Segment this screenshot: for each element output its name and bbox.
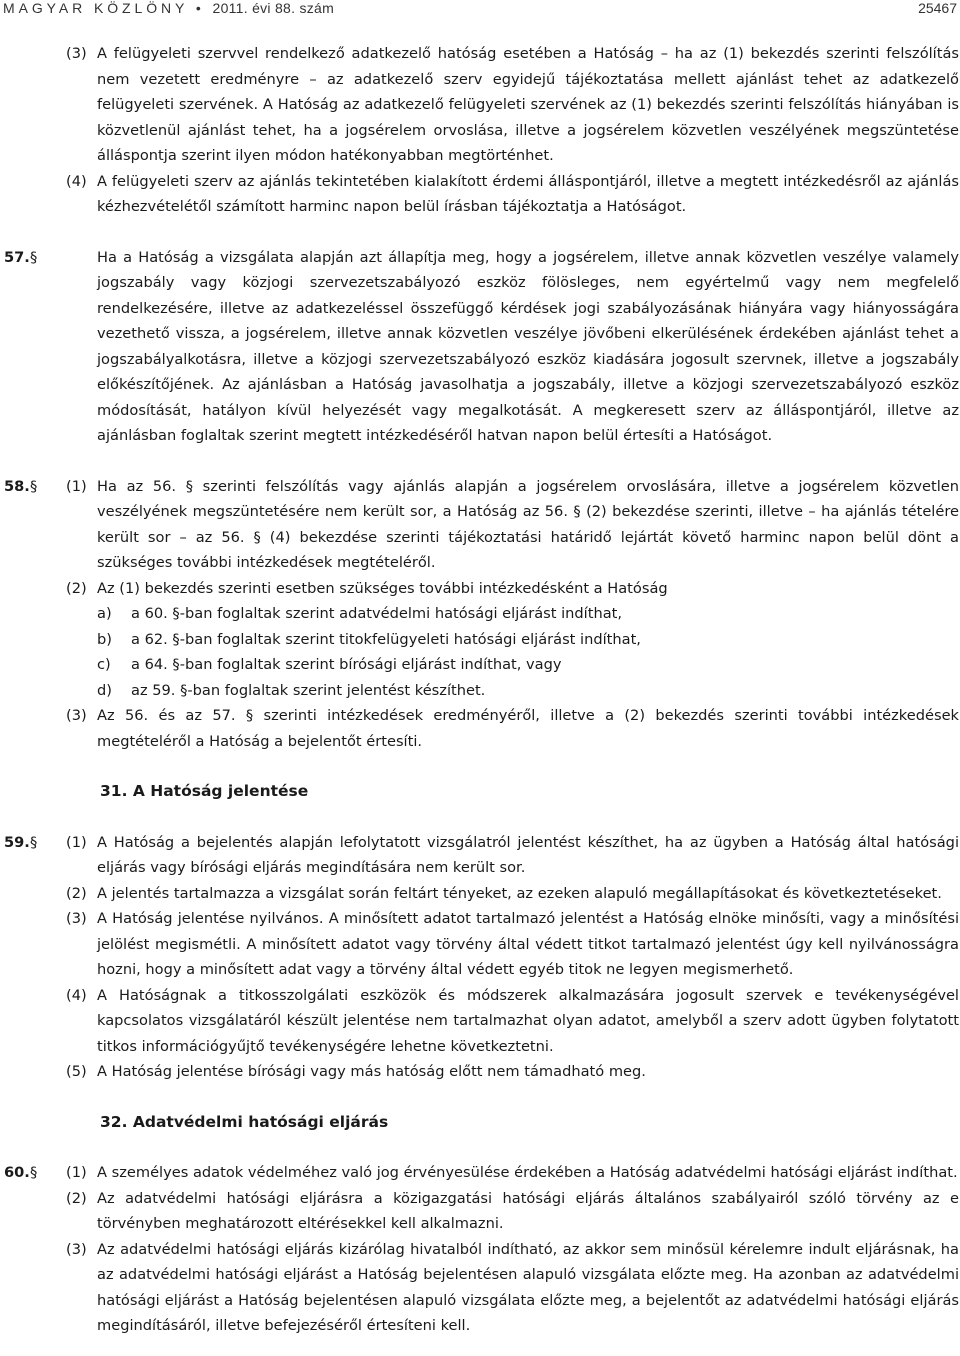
paragraph-number: (5) <box>66 1063 87 1080</box>
paragraph-text: Az (1) bekezdés szerinti esetben szükséges további intézkedésként a Hatóság <box>97 579 668 597</box>
section-58 <box>0 474 960 576</box>
paragraph-59-3 <box>0 906 960 983</box>
section-number: 58. <box>4 477 30 495</box>
paragraph-number: (1) <box>66 1164 87 1181</box>
paragraph-text: A felügyeleti szervvel rendelkező adatkezelő hatóság esetében a Hatóság – ha az (1) bekezdés szerinti felszólítás nem vezetett eredményre – az adatkezelő szerv egyidejű tájékoztatása mellett ajánlást tehet az adatkezelő felügyeleti szervének. A Hatóság az adatkezelő felügyeleti szervének az (1) bekezdés szerinti felszólítás hiányában is közvetlenül ajánlást tehet, ha a jogsérelem orvoslása, illetve a jogsérelem közvetlen veszélyének megszüntetése álláspontja szerint ilyen módon hatékonyabban megtörténhet. <box>97 45 959 164</box>
list-item <box>0 627 960 653</box>
list-item <box>0 601 960 627</box>
paragraph-text: Az adatvédelmi hatósági eljárásra a közigazgatási hatósági eljárás általános szabályairól szóló törvény az e törvényben meghatározott eltérésekkel kell alkalmazni. <box>97 1189 959 1232</box>
paragraph-text: A jelentés tartalmazza a vizsgálat során feltárt tényeket, az ezeken alapuló megállapításokat és következtetéseket. <box>97 884 942 902</box>
section-text: Ha a Hatóság a vizsgálata alapján azt állapítja meg, hogy a jogsérelem, illetve annak közvetlen veszélye valamely jogszabály vagy közjogi szervezetszabályozó eszköz fölösleges, nem egyértelmű vagy nem megfelelő rendelkezésére, illetve az adatkezeléssel összefüggő kérdések jogi szabályozásának hiányára vagy hiányosságára vezethető vissza, a jogsérelem, illetve annak közvetlen veszélye jövőbeni elkerülésének érdekében ajánlást tehet a jogszabályalkotásra, illetve a közjogi szervezetszabályozó eszköz kiadására jogosult szervnek, illetve a jogszabály előkészítőjének. Az ajánlásban a Hatóság javasolhatja a jogszabály, illetve a közjogi szervezetszabályozó eszköz módosítását, hatályon kívül helyezését vagy megalkotását. A megkeresett szerv az álláspontjáról, illetve az ajánlásban foglaltak szerint megtett intézkedéséről hatvan napon belül értesíti a Hatóságot. <box>97 248 959 444</box>
list-item-text: a 62. §-ban foglaltak szerint titokfelügyeleti hatósági eljárást indíthat, <box>131 630 641 648</box>
section-sign: § <box>30 248 38 266</box>
section-sign: § <box>30 833 38 851</box>
section-sign: § <box>30 477 38 495</box>
list-item-letter: d) <box>97 681 112 699</box>
paragraph-number: (3) <box>66 707 87 724</box>
spacer <box>0 220 960 245</box>
paragraph-number: (3) <box>66 1240 87 1258</box>
paragraph-number: (2) <box>66 884 87 902</box>
spacer <box>0 449 960 474</box>
publication-name: MAGYAR KÖZLÖNY <box>3 0 189 16</box>
list-item-letter: a) <box>97 605 112 622</box>
chapter-heading-32: 32. Adatvédelmi hatósági eljárás <box>100 1112 389 1131</box>
publication-title: MAGYAR KÖZLÖNY • 2011. évi 88. szám <box>3 0 335 16</box>
paragraph-text: A Hatóság jelentése nyilvános. A minősített adatot tartalmazó jelentést a Hatóság elnöke minősíti, vagy a minősítési jelölést megismétli. A minősített adatot vagy törvény által védett titkot tartalmazó jelentést úgy kell nyilvánosságra hozni, hogy a minősített adat vagy a törvény által védett egyéb titok ne legyen megismerhető. <box>97 910 959 978</box>
section-number: 59. <box>4 833 30 851</box>
paragraph-number: (1) <box>66 477 87 495</box>
list-item-letter: b) <box>97 630 112 648</box>
spacer <box>0 1085 960 1110</box>
paragraph-58-3 <box>0 703 960 754</box>
section-57 <box>0 245 960 449</box>
issue-label: 2011. évi 88. szám <box>212 0 335 16</box>
paragraph-56-3 <box>0 41 960 169</box>
page-number: 25467 <box>918 0 957 16</box>
paragraph-60-2 <box>0 1186 960 1237</box>
paragraph-60-3 <box>0 1237 960 1339</box>
spacer <box>0 1135 960 1160</box>
paragraph-59-2 <box>0 881 960 907</box>
paragraph-59-4 <box>0 983 960 1060</box>
paragraph-text: A Hatóság a bejelentés alapján lefolytatott vizsgálatról jelentést készíthet, ha az ügyben a Hatóság által hatósági eljárás vagy bírósági eljárás megindítására nem került sor. <box>97 833 959 876</box>
paragraph-text: Ha az 56. § szerinti felszólítás vagy ajánlás alapján a jogsérelem orvoslására, illetve a jogsérelem közvetlen veszélyének megszüntetésére nem került sor, a Hatóság az 56. § (2) bekezdése szerinti, illetve – ha ajánlás tételére került sor – az 56. § (4) bekezdése szerinti tájékoztatási határidő lejártát követő harminc napon belül dönt a szükséges további intézkedések megtételéről. <box>97 477 959 571</box>
paragraph-text: A Hatóság jelentése bírósági vagy más hatóság előtt nem támadható meg. <box>97 1063 646 1080</box>
paragraph-59-5 <box>0 1059 960 1085</box>
document-body <box>0 41 960 1339</box>
paragraph-text: A személyes adatok védelméhez való jog érvényesülése érdekében a Hatóság adatvédelmi hatósági eljárást indíthat. <box>97 1164 958 1181</box>
section-sign: § <box>30 1164 38 1181</box>
list-item <box>0 652 960 678</box>
paragraph-text: A felügyeleti szerv az ajánlás tekintetében kialakított érdemi álláspontjáról, illetve a megtett intézkedésről az ajánlás kézhezvételétől számított harminc napon belül írásban tájékoztatja a Hatóságot. <box>97 172 959 215</box>
paragraph-56-4 <box>0 169 960 220</box>
page-header <box>0 0 960 30</box>
paragraph-number: (4) <box>66 172 87 190</box>
paragraph-number: (1) <box>66 833 87 851</box>
chapter-heading-31: 31. A Hatóság jelentése <box>100 782 309 800</box>
section-number: 60. <box>4 1164 30 1181</box>
list-item-letter: c) <box>97 656 111 673</box>
paragraph-number: (4) <box>66 986 87 1004</box>
paragraph-number: (3) <box>66 45 87 62</box>
list-item-text: a 60. §-ban foglaltak szerint adatvédelmi hatósági eljárást indíthat, <box>131 605 623 622</box>
section-59 <box>0 830 960 881</box>
section-number: 57. <box>4 248 30 266</box>
paragraph-number: (3) <box>66 910 87 927</box>
paragraph-58-2 <box>0 576 960 602</box>
list-item-text: az 59. §-ban foglaltak szerint jelentést készíthet. <box>131 681 486 699</box>
spacer <box>0 754 960 779</box>
paragraph-number: (2) <box>66 579 87 597</box>
spacer <box>0 805 960 830</box>
paragraph-text: Az adatvédelmi hatósági eljárás kizárólag hivatalból indítható, az akkor sem minősül kérelemre indult eljárásnak, ha az adatvédelmi hatósági eljárást a Hatóság bejelentésen alapuló vizsgálata előzte meg. Ha azonban az adatvédelmi hatósági eljárást a Hatóság bejelentésen alapuló vizsgálata előzte meg, a bejelentőt az adatvédelmi hatósági eljárás megindításáról, illetve befejezéséről értesíteni kell. <box>97 1240 959 1334</box>
list-item <box>0 678 960 704</box>
paragraph-text: Az 56. és az 57. § szerinti intézkedések eredményéről, illetve a (2) bekezdés szerinti további intézkedések megtételéről a Hatóság a bejelentőt értesíti. <box>97 707 959 750</box>
section-60 <box>0 1160 960 1186</box>
paragraph-text: A Hatóságnak a titkosszolgálati eszközök és módszerek alkalmazására jogosult szervek e tevékenységével kapcsolatos vizsgálatáról készült jelentése nem tartalmazhat olyan adatot, amelyből a szerv adott ügyben folytatott titkos információgyűjtő tevékenységére lehetne következtetni. <box>97 986 959 1055</box>
paragraph-number: (2) <box>66 1189 87 1207</box>
list-item-text: a 64. §-ban foglaltak szerint bírósági eljárást indíthat, vagy <box>131 656 562 673</box>
